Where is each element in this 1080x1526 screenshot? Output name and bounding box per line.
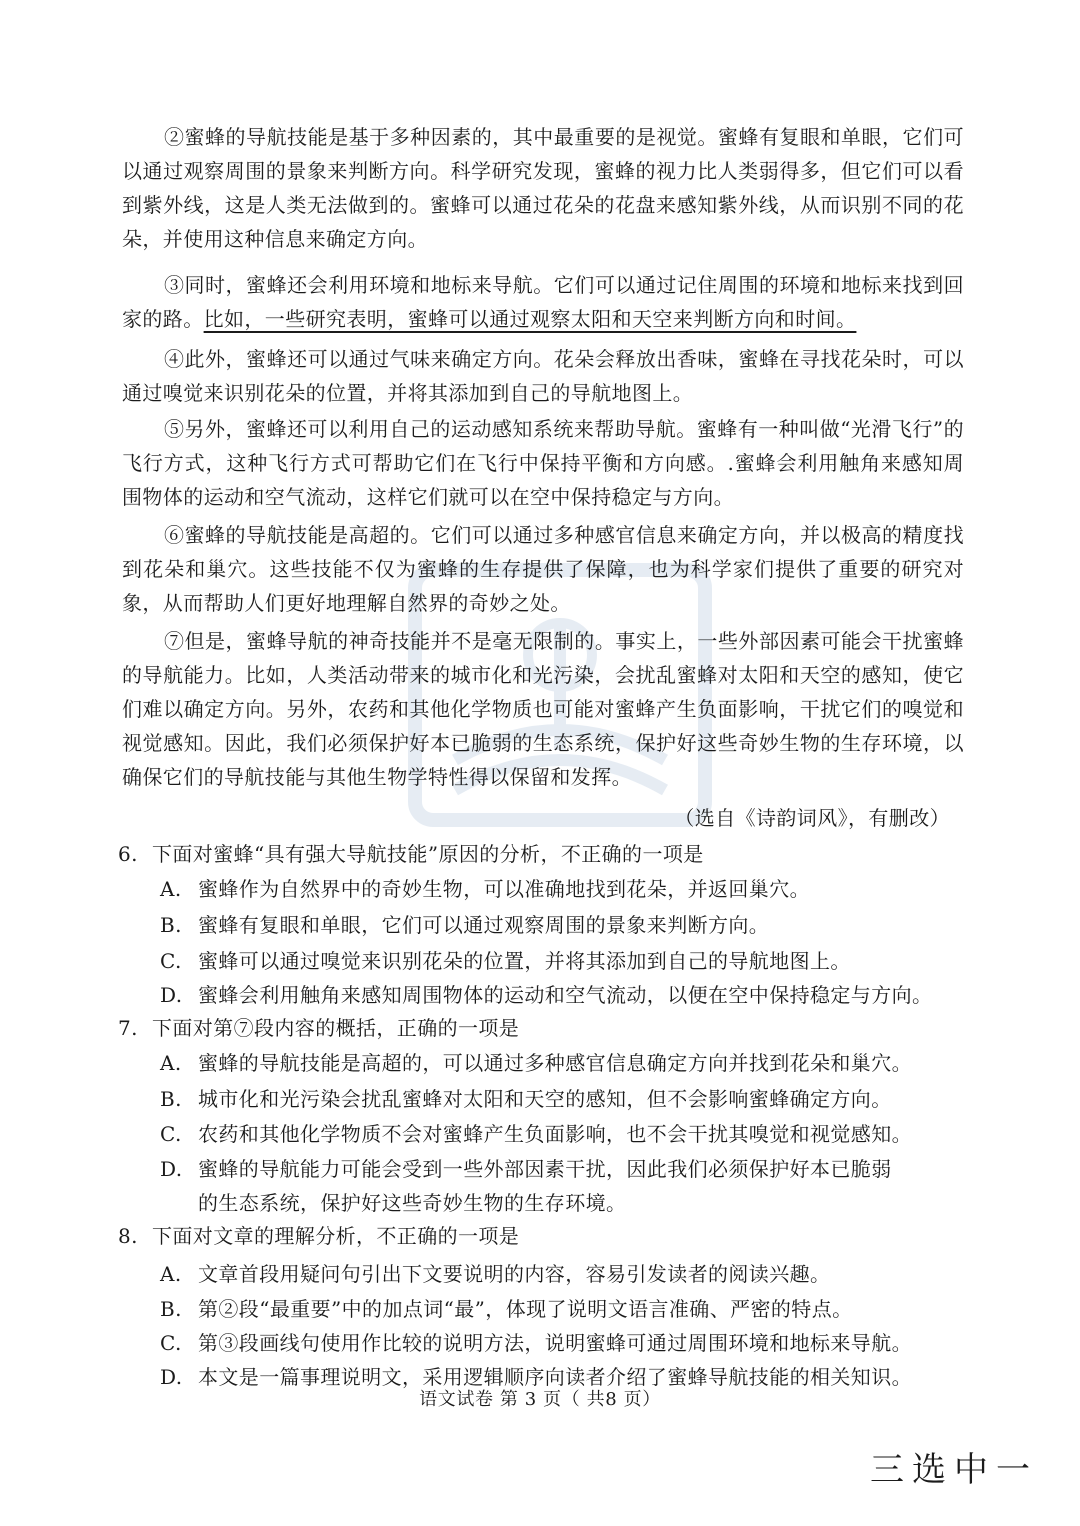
option-letter: C. bbox=[160, 949, 182, 973]
option-letter: D. bbox=[160, 1365, 183, 1389]
question-8-stem bbox=[118, 1221, 978, 1251]
paragraph-7: ⑦但是，蜜蜂导航的神奇技能并不是毫无限制的。事实上，一些外部因素可能会干扰蜜蜂的导航能力。比如，人类活动带来的城市化和光污染，会扰乱蜜蜂对太阳和天空的感知，使它们难以确定方向。另外，农药和其他化学物质也可能对蜜蜂产生负面影响，干扰它们的嗅觉和视觉感知。因此，我们必须保护好本已脆弱的生态系统，保护好这些奇妙生物的生存环境，以确保它们的导航技能与其他生物学特性得以保留和发挥。 bbox=[122, 629, 964, 789]
underlined-sentence: 比如，一些研究表明，蜜蜂可以通过观察太阳和天空来判断方向和时间。 bbox=[203, 307, 857, 331]
corner-label: 三选中一 bbox=[870, 1450, 1038, 1490]
paragraph-3-text: ③同时，蜜蜂还会利用环境和地标来导航。它们可以通过记住周围的环境和地标来找到回家的路。 bbox=[122, 273, 964, 331]
question-8-option-b bbox=[160, 1292, 980, 1326]
paragraph-6: ⑥蜜蜂的导航技能是高超的。它们可以通过多种感官信息来确定方向，并以极高的精度找到花朵和巢穴。这些技能不仅为蜜蜂的生存提供了保障，也为科学家们提供了重要的研究对象，从而帮助人们更好地理解自然界的奇妙之处。 bbox=[122, 523, 964, 615]
question-text: 下面对文章的理解分析，不正确的一项是 bbox=[152, 1224, 520, 1248]
option-text: 蜜蜂的导航能力可能会受到一些外部因素干扰，因此我们必须保护好本已脆弱 bbox=[198, 1157, 892, 1181]
source-citation: （选自《诗韵词风》，有删改） bbox=[674, 806, 950, 830]
option-text: 本文是一篇事理说明文，采用逻辑顺序向读者介绍了蜜蜂导航技能的相关知识。 bbox=[198, 1365, 912, 1389]
option-text: 蜜蜂有复眼和单眼，它们可以通过观察周围的景象来判断方向。 bbox=[198, 913, 770, 937]
option-letter: A. bbox=[160, 1051, 182, 1075]
option-text: 文章首段用疑问句引出下文要说明的内容，容易引发读者的阅读兴趣。 bbox=[198, 1262, 831, 1286]
option-text: 蜜蜂作为自然界中的奇妙生物，可以准确地找到花朵，并返回巢穴。 bbox=[198, 877, 810, 901]
option-letter: C. bbox=[160, 1331, 182, 1355]
question-8-option-a bbox=[160, 1257, 980, 1291]
option-letter: A. bbox=[160, 1262, 182, 1286]
paragraph-4: ④此外，蜜蜂还可以通过气味来确定方向。花朵会释放出香味，蜜蜂在寻找花朵时，可以通过嗅觉来识别花朵的位置，并将其添加到自己的导航地图上。 bbox=[122, 347, 964, 405]
question-6-option-c bbox=[160, 944, 980, 978]
question-number: 6. bbox=[118, 842, 138, 866]
question-6-stem bbox=[118, 839, 978, 869]
question-8-option-c bbox=[160, 1326, 980, 1360]
option-letter: D. bbox=[160, 983, 183, 1007]
option-letter: B. bbox=[160, 1297, 182, 1321]
page-footer: 语文试卷 第 3 页（ 共8 页） bbox=[419, 1389, 661, 1410]
question-number: 7. bbox=[118, 1016, 138, 1040]
option-text: 城市化和光污染会扰乱蜜蜂对太阳和天空的感知，但不会影响蜜蜂确定方向。 bbox=[198, 1087, 892, 1111]
option-letter: D. bbox=[160, 1157, 183, 1181]
question-7-option-a bbox=[160, 1046, 980, 1080]
paragraph-2: ②蜜蜂的导航技能是基于多种因素的，其中最重要的是视觉。蜜蜂有复眼和单眼，它们可以通过观察周围的景象来判断方向。科学研究发现，蜜蜂的视力比人类弱得多，但它们可以看到紫外线，这是人类无法做到的。蜜蜂可以通过花朵的花盘来感知紫外线，从而识别不同的花朵，并使用这种信息来确定方向。 bbox=[122, 125, 964, 251]
option-letter: B. bbox=[160, 1087, 182, 1111]
option-letter: A. bbox=[160, 877, 182, 901]
option-text: 蜜蜂的导航技能是高超的，可以通过多种感官信息确定方向并找到花朵和巢穴。 bbox=[198, 1051, 912, 1075]
option-letter: B. bbox=[160, 913, 182, 937]
question-text: 下面对蜜蜂“具有强大导航技能”原因的分析，不正确的一项是 bbox=[152, 842, 704, 866]
question-7-option-d bbox=[160, 1152, 980, 1186]
question-text: 下面对第⑦段内容的概括，正确的一项是 bbox=[152, 1016, 520, 1040]
question-7-option-c bbox=[160, 1117, 980, 1151]
option-text: 第③段画线句使用作比较的说明方法，说明蜜蜂可通过周围环境和地标来导航。 bbox=[198, 1331, 912, 1355]
paragraph-5: ⑤另外，蜜蜂还可以利用自己的运动感知系统来帮助导航。蜜蜂有一种叫做“光滑飞行”的飞行方式，这种飞行方式可帮助它们在飞行中保持平衡和方向感。.蜜蜂会利用触角来感知周围物体的运动和空气流动，这样它们就可以在空中保持稳定与方向。 bbox=[122, 417, 964, 509]
question-7-option-d-continuation: 的生态系统，保护好这些奇妙生物的生存环境。 bbox=[198, 1191, 627, 1215]
option-text: 农药和其他化学物质不会对蜜蜂产生负面影响，也不会干扰其嗅觉和视觉感知。 bbox=[198, 1122, 912, 1146]
option-text: 蜜蜂会利用触角来感知周围物体的运动和空气流动，以便在空中保持稳定与方向。 bbox=[198, 983, 933, 1007]
question-6-option-b bbox=[160, 908, 980, 942]
question-7-option-b bbox=[160, 1082, 980, 1116]
option-text: 第②段“最重要”中的加点词“最”，体现了说明文语言准确、严密的特点。 bbox=[198, 1297, 853, 1321]
option-letter: C. bbox=[160, 1122, 182, 1146]
question-6-option-d bbox=[160, 978, 980, 1012]
question-6-option-a bbox=[160, 872, 980, 906]
question-7-stem bbox=[118, 1013, 978, 1043]
question-number: 8. bbox=[118, 1224, 138, 1248]
paragraph-3 bbox=[122, 268, 964, 336]
option-text: 蜜蜂可以通过嗅觉来识别花朵的位置，并将其添加到自己的导航地图上。 bbox=[198, 949, 851, 973]
